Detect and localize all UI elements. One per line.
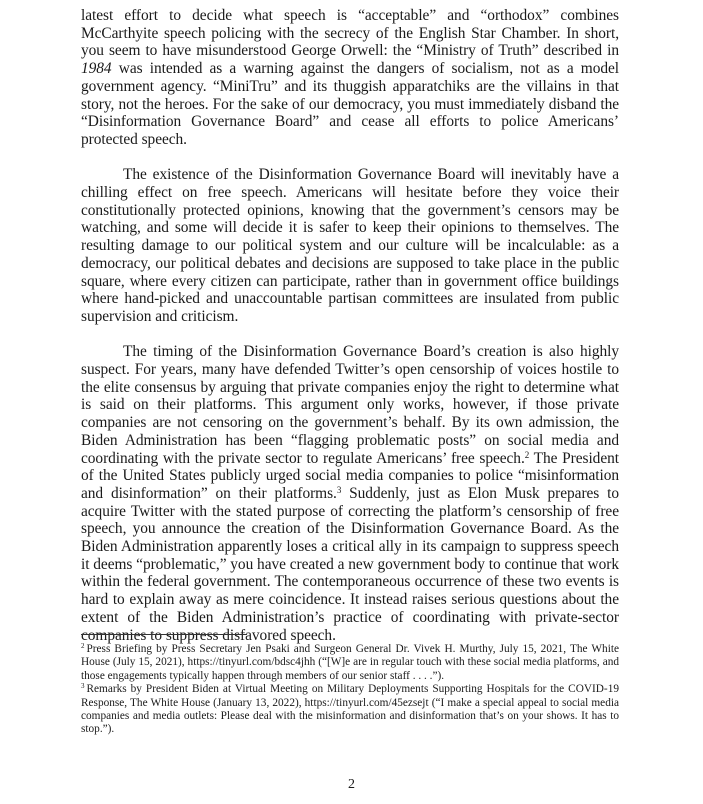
book-title-1984: 1984 (81, 60, 112, 78)
paragraph-3-text-a: The timing of the Disinformation Governance Board’s creation is also highly suspect. For years, many have defended Twitter’s open censorship of voices hostile to the elite consensus by arguing that private companies enjoy the right to determine what is said on their platforms. This argument only works, however, if those private companies are not censoring on the government’s behalf. By its own admission, the Biden Administration has been “flagging problematic posts” on social media and coordinating with the private sector to regulate Americans’ free speech. (81, 343, 619, 467)
paragraph-3-text-b: The President of the United States publicly urged social media companies to police “misinformation and disinformation” on their platforms. (81, 449, 619, 502)
paragraph-3 (81, 343, 619, 644)
paragraph-1-text-b: was intended as a warning against the dangers of socialism, not as a model government agency. “MiniTru” and its thuggish apparatchiks are the villains in that story, not the heroes. For the sake of our democracy, you must immediately disband the “Disinformation Governance Board” and cease all efforts to police Americans’ protected speech. (81, 60, 619, 148)
letter-body (81, 7, 619, 644)
footnote-ref-3[interactable]: 3 (336, 484, 342, 495)
footnote-ref-2[interactable]: 2 (524, 449, 530, 460)
paragraph-2-text: The existence of the Disinformation Governance Board will inevitably have a chilling effect on free speech. Americans will hesitate before they voice their constitutionally protected opinions, knowing that the government’s censors may be watching, and some will decide it is safer to keep their opinions to themselves. The resulting damage to our political system and our culture will be incalculable: as a democracy, our political debates and decisions are supposed to take place in the public square, where every citizen can participate, rather than in government office buildings where hand-picked and unaccountable partisan committees are insulated from public supervision and criticism. (81, 166, 619, 325)
paragraph-1 (81, 7, 619, 149)
footnote-number-3: 3 (81, 682, 85, 691)
footnote-3 (81, 683, 619, 737)
paragraph-1-text-a: latest effort to decide what speech is “acceptable” and “orthodox” combines McCarthyite speech policing with the secrecy of the English Star Chamber. In short, you seem to have misunderstood George Orwell: the “Ministry of Truth” described in (81, 7, 619, 60)
footnote-number-2: 2 (81, 642, 85, 650)
paragraph-3-text-c: Suddenly, just as Elon Musk prepares to acquire Twitter with the stated purpose of correcting the platform’s censorship of free speech, you announce the creation of the Disinformation Governance Board. As the Biden Administration apparently loses a critical ally in its campaign to suppress speech it deems “problematic,” you have created a new government body to continue that work within the federal government. The contemporaneous occurrence of these two events is hard to explain away as mere coincidence. It instead raises serious questions about the extent of the Biden Administration’s practice of coordinating with private-sector companies to suppress disfavored speech. (81, 484, 619, 644)
footnote-3-text: Remarks by President Biden at Virtual Meeting on Military Deployments Supporting Hospitals for the COVID-19 Response, The White House (January 13, 2022), https://tinyurl.com/45ezsejt (“I make a special appeal to social media companies and media outlets: Please deal with the misinformation and disinformation that’s on your shows. It has to stop.”). (81, 683, 619, 736)
footnote-divider (81, 634, 247, 635)
footnote-2 (81, 643, 619, 683)
footnotes-section (81, 643, 619, 737)
footnote-2-text: Press Briefing by Press Secretary Jen Psaki and Surgeon General Dr. Vivek H. Murthy, July 15, 2021, The White House (July 15, 2021), https://tinyurl.com/bdsc4jhh (“[W]e are in regular touch with these social media platforms, and those engagements typically happen through members of our senior staff . . . .”). (81, 643, 619, 682)
paragraph-2 (81, 166, 619, 325)
page-number: 2 (348, 777, 355, 792)
